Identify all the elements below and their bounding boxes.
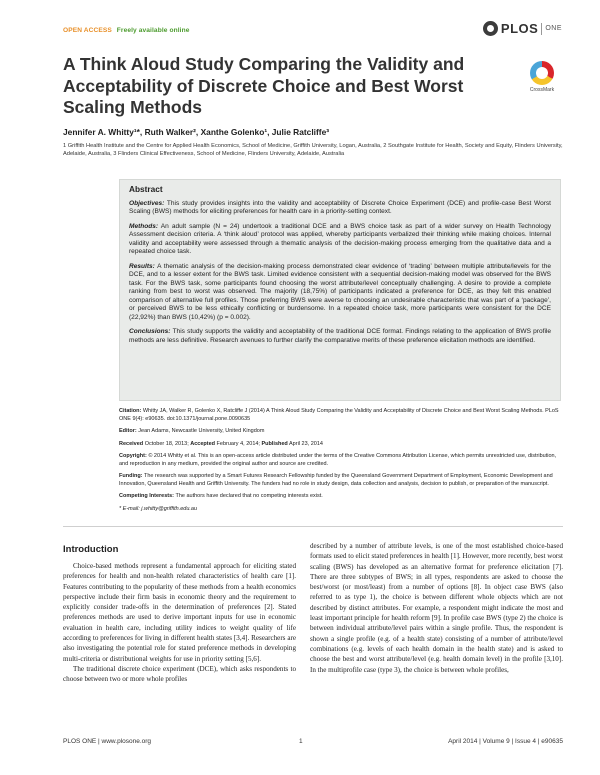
plos-one-logo[interactable] [483,21,562,36]
abstract-methods [129,223,551,257]
copyright-label: Copyright: [119,453,147,459]
abstract-objectives [129,200,551,217]
author-list: Jennifer A. Whitty¹*, Ruth Walker², Xanthe Golenko¹, Julie Ratcliffe³ [63,127,330,137]
open-access-banner [63,27,189,34]
results-text: A thematic analysis of the decision-making process demonstrated clear evidence of ‘trading’ between multiple attribute/levels for the DCE, and to a lesser extent for the BWS task. Limited evidence consistent with a sequential decision-making model was observed for the BWS task. For the BWS task, some participants found choosing the worst attribute/level conceptually challenging. A desire to provide a complete ranking from best to worst was observed. The majority (18,75%) of participants indicated a preference for DCE, as they felt this enabled comparison of alternative full profiles. Those preferring BWS were averse to choosing an undesirable characteristic that was part of a ‘package’, or perceived BWS to be less ethically conflicting or burdensome. In a repeated choice task, more participants were consistent for the DCE (22,92%) than BWS (10,42%) (p = 0.002). [129,262,551,321]
published-label: Published [261,440,288,447]
citation-label: Citation: [119,408,142,414]
page-number: 1 [299,738,303,745]
accepted-date: February 4, 2014; [216,440,260,447]
open-access-label: OPEN ACCESS [63,27,112,34]
results-label: Results: [129,262,155,270]
editor-text: Jean Adams, Newcastle University, United Kingdom [138,428,265,434]
conclusions-label: Conclusions: [129,328,171,335]
plos-logo-icon [483,21,498,36]
accepted-label: Accepted [190,440,216,447]
crossmark-icon [530,61,554,85]
corresponding-email[interactable]: * E-mail: j.whitty@griffith.edu.au [119,505,198,512]
editor [119,428,559,436]
competing-interests [119,493,559,501]
abstract-heading: Abstract [129,184,163,194]
abstract-results [129,263,551,323]
dates [119,441,559,449]
section-divider [63,526,563,527]
published-date: April 23, 2014 [289,440,323,447]
intro-paragraph-2: The traditional discrete choice experiment (DCE), which asks respondents to choose between two or more whole profiles [63,664,296,684]
plos-logo-text: PLOS [500,21,539,36]
methods-text: An adult sample (N = 24) undertook a traditional DCE and a BWS choice task as part of a wider survey on Health Technology Assessment decision criteria. A ‘think aloud’ protocol was applied, whereby participants verbalized their thinking while making choices. Internal validity and acceptability were assessed through a thematic analysis of the decision-making process emerging from the qualitative data and a repeated choice task. [129,222,551,255]
competing-label: Competing Interests: [119,493,175,499]
objectives-text: This study provides insights into the validity and acceptability of Discrete Choice Experiment (DCE) and profile-case Best Worst Scaling (BWS) methods for eliciting preferences for health care in a priority-setting context. [129,199,552,215]
intro-paragraph-1: Choice-based methods represent a fundamental approach for eliciting stated preferences for health and non-health related characteristics of health care [1]. Features contributing to the popularity of these methods from a health economics perspective include their firm basis in economic theory and the requirement to explicitly consider trade-offs in the determination of preferences [2]. Stated preferences methods are used to derive important inputs for use in economic evaluation in health care, including utility indices to weight quality of life according to preferences for living in different health states [3,4]. Researchers are also investigating the potential role for stated preference methods in developing multi-criteria or distributional weights for use in priority setting [5,6]. [63,562,296,663]
footer-issue: April 2014 | Volume 9 | Issue 4 | e90635 [448,738,563,745]
conclusions-text: This study supports the validity and acceptability of the traditional DCE format. Findings relating to the application of BWS profile methods are less definitive. Research avenues to further clarify the comparative merits of these preference elicitation methods are identified. [129,328,551,344]
competing-text: The authors have declared that no competing interests exist. [175,493,323,499]
abstract-conclusions [129,328,551,345]
citation-text: Whitty JA, Walker R, Golenko X, Ratcliffe J (2014) A Think Aloud Study Comparing the Validity and Acceptability of Discrete Choice and Best Worst Scaling Methods. PLoS ONE 9(4): e90635. doi:10.1371/journal.pone.0090635 [119,408,559,422]
freely-available-label: Freely available online [116,27,190,34]
methods-label: Methods: [129,222,159,230]
funding-text: The research was supported by a Smart Futures Research Fellowship funded by the Queensland Government Department of Employment, Economic Development and Innovation, Queensland Health and Griffith University. The funders had no role in study design, data collection and analysis, decision to publish, or preparation of the manuscript. [119,473,553,487]
copyright [119,453,559,468]
introduction-heading: Introduction [63,544,119,555]
body-column-left [63,561,296,685]
article-title: A Think Aloud Study Comparing the Validity and Acceptability of Discrete Choice and Best Worst Scaling Methods [63,54,465,117]
received-label: Received [119,440,144,447]
affiliations: 1 Griffith Health Institute and the Centre for Applied Health Economics, School of Medicine, Griffith University, Logan, Australia, 2 Southgate Institute for Health, Society and Equity, Flinders University, Adelaide, Australia, 3 Flinders Clinical Effectiveness, School of Medicine, Flinders University, Adelaide, Australia [63,143,563,157]
footer-journal-url[interactable]: PLOS ONE | www.plosone.org [63,738,152,745]
plos-logo-sub: ONE [545,25,562,32]
article-metadata [119,408,559,518]
editor-label: Editor: [119,428,137,434]
funding [119,473,559,488]
crossmark-label: CrossMark [529,87,555,93]
funding-label: Funding: [119,473,143,479]
objectives-label: Objectives: [129,199,165,207]
logo-divider [541,23,542,35]
abstract-box [119,179,561,401]
crossmark-badge[interactable] [524,61,560,93]
intro-paragraph-3: described by a number of attribute levels, is one of the most established choice-based formats used to elicit stated preferences in health [1]. However, more recently, best worst scaling (BWS) has developed as an alternative format for preference elicitation [7]. There are three subtypes of BWS; in all types, respondents are asked to choose the best/worst (or most/least) from a number of options [8]. In object case BWS (also referred to as type 1), the choice is between different whole objects which are not described by distinct attributes. For example, a respondent might indicate the most and least important principle for health reform [9]. In profile case BWS (type 2) the choice is between individual attribute/level pairs within a single profile. Thus, the respondent is shown a single profile (e.g. of a health state) consisting of a number of attribute/level combinations (e.g. levels of each health domain in the health state) and is asked to choose the best and worst attribute/level (e.g. health domain level) in the profile [3,10]. In the multiprofile case (type 3), the choice is between whole profiles, [310,542,563,674]
received-date: October 18, 2013; [144,440,189,447]
copyright-text: © 2014 Whitty et al. This is an open-access article distributed under the terms of the Creative Commons Attribution License, which permits unrestricted use, distribution, and reproduction in any medium, provided the original author and source are credited. [119,453,557,467]
citation [119,408,559,423]
body-column-right [310,541,563,675]
